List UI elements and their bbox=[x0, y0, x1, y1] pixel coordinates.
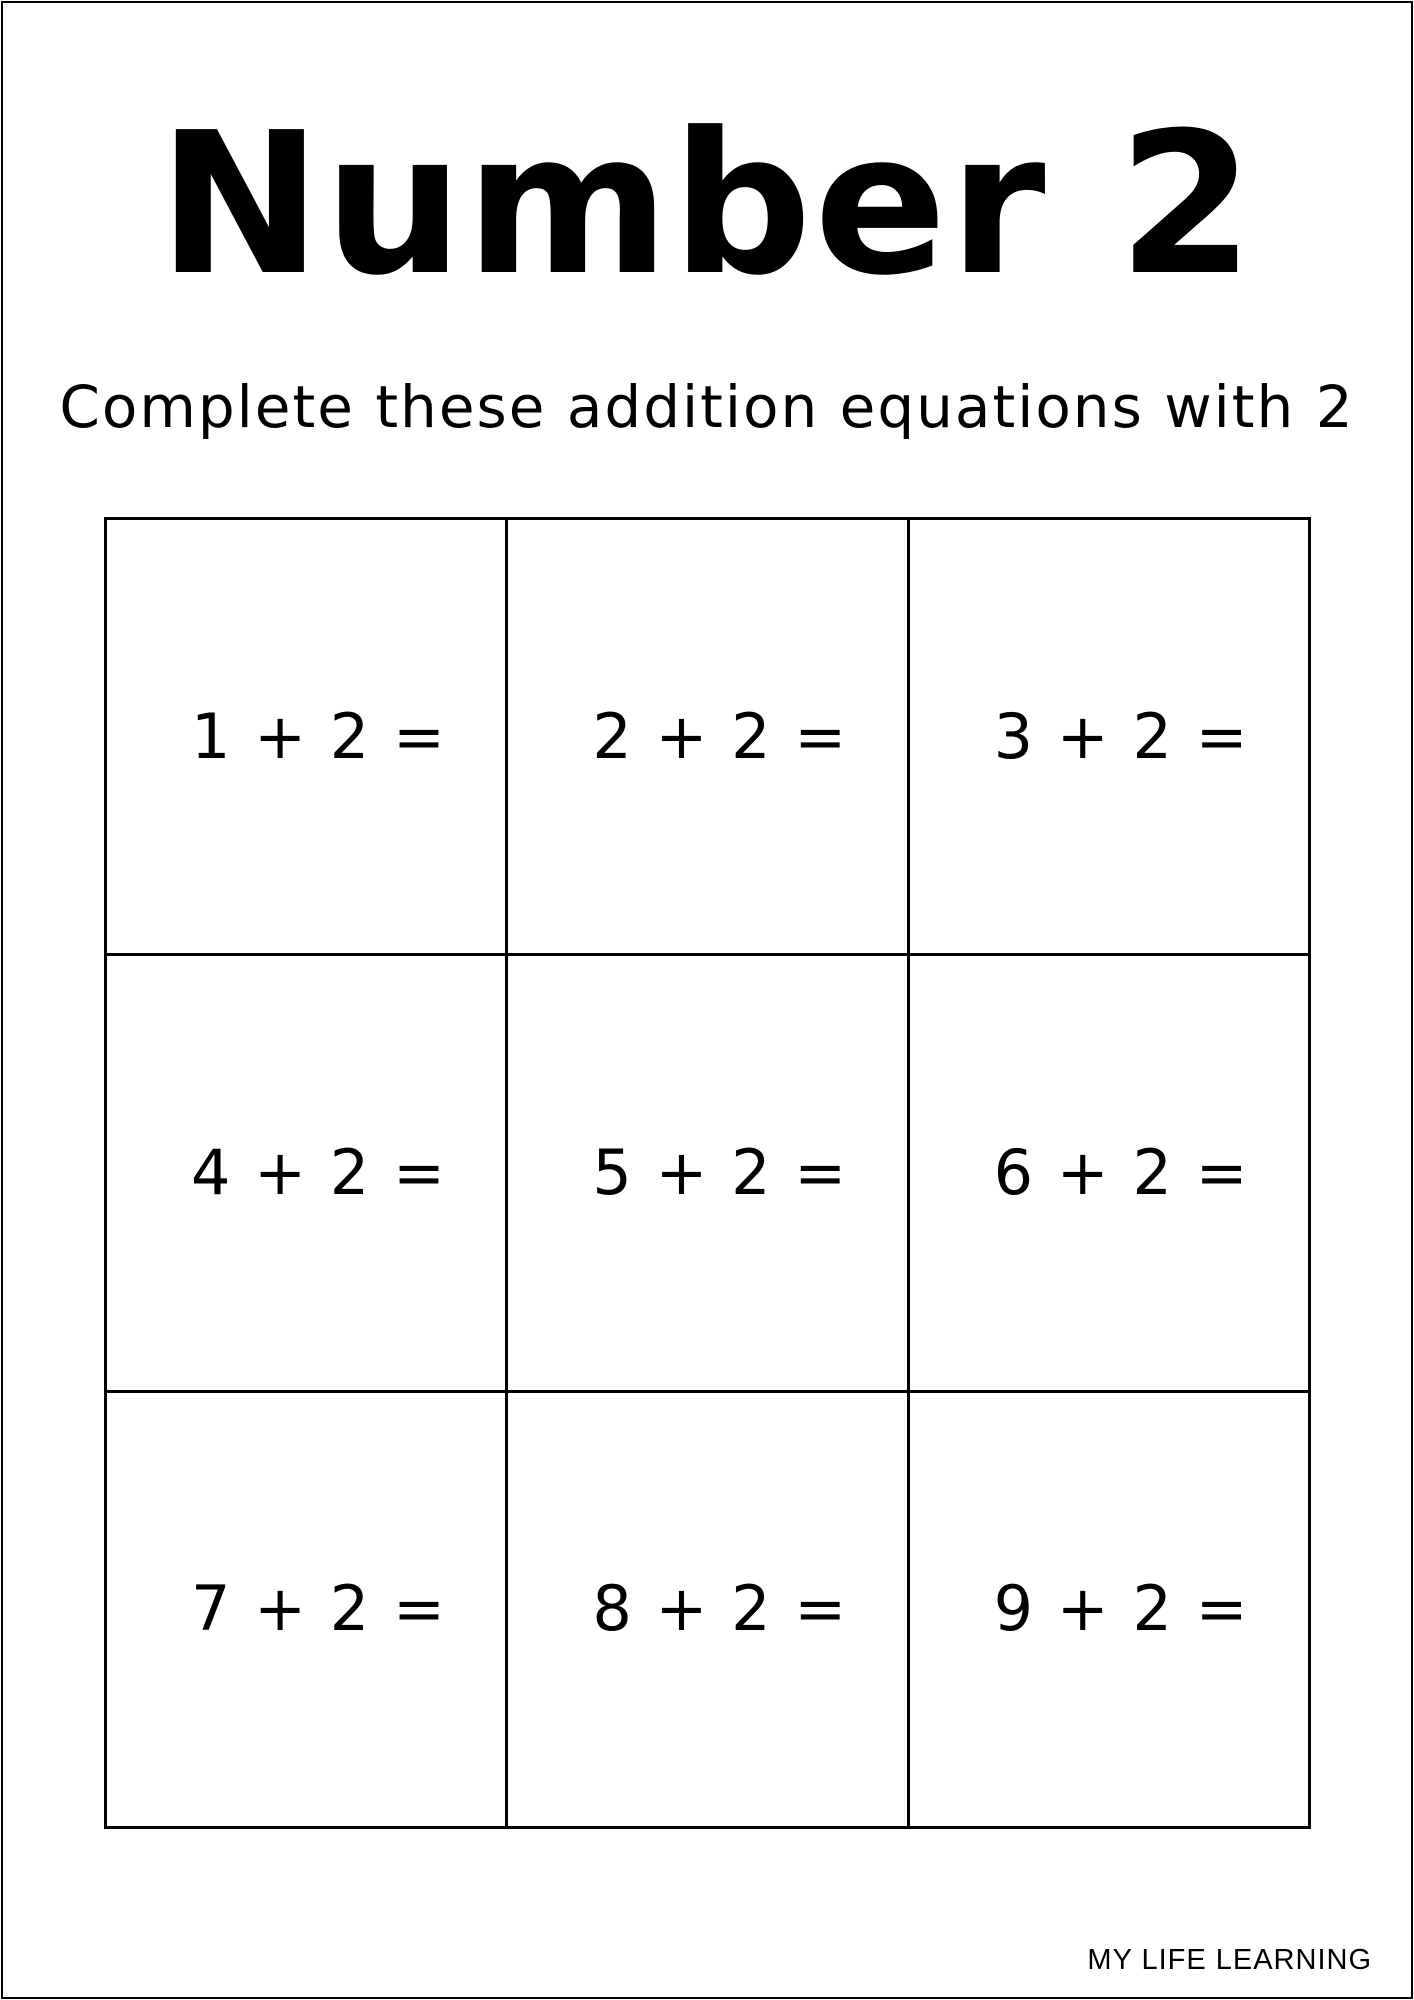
page-title: Number 2 bbox=[157, 91, 1257, 319]
equation-text: 5 + 2 = bbox=[592, 1135, 849, 1209]
equation-text: 7 + 2 = bbox=[191, 1572, 447, 1646]
equation-cell bbox=[508, 520, 909, 956]
equation-text: 2 + 2 = bbox=[592, 699, 849, 773]
equation-cell bbox=[508, 1393, 909, 1829]
equation-cell bbox=[508, 956, 909, 1392]
equation-text: 8 + 2 = bbox=[592, 1572, 849, 1646]
equation-cell bbox=[910, 956, 1311, 1392]
equation-grid bbox=[104, 517, 1311, 1829]
equation-cell bbox=[910, 1393, 1311, 1829]
brand-label: MY LIFE LEARNING bbox=[1087, 1944, 1372, 1976]
equation-text: 3 + 2 = bbox=[993, 699, 1250, 773]
equation-text: 9 + 2 = bbox=[993, 1572, 1250, 1646]
equation-cell bbox=[910, 520, 1311, 956]
instructions-text: Complete these addition equations with 2 bbox=[59, 373, 1355, 441]
equation-cell bbox=[107, 520, 508, 956]
equation-text: 6 + 2 = bbox=[993, 1135, 1250, 1209]
equation-text: 1 + 2 = bbox=[191, 699, 447, 773]
equation-text: 4 + 2 = bbox=[191, 1135, 447, 1209]
equation-cell bbox=[107, 1393, 508, 1829]
equation-cell bbox=[107, 956, 508, 1392]
